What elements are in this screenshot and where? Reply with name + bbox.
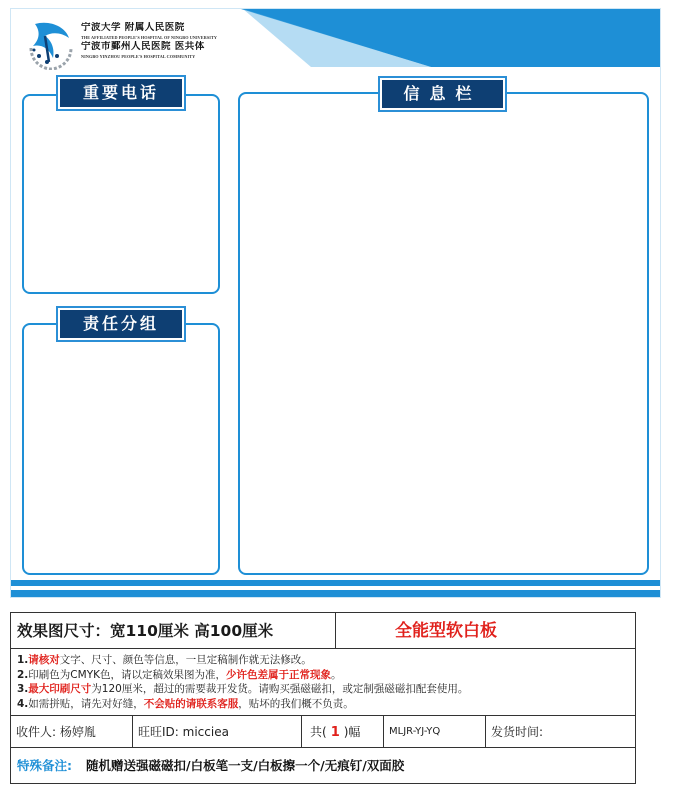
- logo-line2-cn: 宁波市鄞州人民医院 医共体: [81, 41, 205, 52]
- logo-line2-en: NINGBO YINZHOU PEOPLE'S HOSPITAL COMMUNITY: [81, 54, 196, 59]
- note-number: 1.: [17, 654, 29, 666]
- count-cell: [302, 716, 384, 748]
- note-tail: 。: [331, 668, 342, 681]
- bottom-stripe-thick: [11, 590, 660, 598]
- note-text: 印刷色为CMYK色，请以定稿效果图为准，: [28, 668, 226, 681]
- special-notes-text: 随机赠送强磁磁扣/白板笔一支/白板擦一个/无痕钉/双面胶: [86, 758, 405, 773]
- spec-header-row: [11, 613, 635, 649]
- responsibility-group-panel: [22, 323, 220, 575]
- logo-text: [81, 22, 257, 60]
- note-text: 文字、尺寸、颜色等信息，一旦定稿制作就无法修改。: [59, 654, 312, 666]
- count-prefix: 共(: [310, 725, 327, 739]
- bottom-stripe-thin: [11, 580, 660, 586]
- note-highlight: 不会贴的请联系客服: [143, 697, 239, 710]
- special-notes-label: 特殊备注:: [17, 758, 72, 773]
- notes-block: [11, 649, 635, 716]
- logo-line1-en: THE AFFILIATED PEOPLE'S HOSPITAL OF NINGBO UNIVERSITY: [81, 35, 217, 40]
- receiver-cell: 收件人: 杨婷胤: [11, 716, 133, 748]
- responsibility-group-title: 责任分组: [60, 310, 182, 338]
- hospital-logo: [25, 18, 255, 72]
- count-value: 1: [330, 725, 340, 740]
- product-code-cell: MLJR-YJ-YQ: [384, 716, 486, 748]
- note-number: 3.: [17, 683, 29, 696]
- note-line: [17, 668, 635, 683]
- note-tail: ，贴坏的我们概不负责。: [238, 697, 354, 710]
- spec-table: [10, 612, 636, 784]
- important-phone-title: 重要电话: [60, 79, 182, 107]
- hospital-emblem-icon: [25, 18, 77, 70]
- note-line: [17, 697, 635, 712]
- note-highlight: 最大印刷尺寸: [28, 683, 92, 696]
- note-line: [17, 653, 635, 668]
- note-highlight: 少许色差属于正常现象: [226, 668, 331, 681]
- wangwang-id-cell: 旺旺ID: micciea: [133, 716, 302, 748]
- note-text: 为120厘米，超过的需要裁开发货。请购买强磁磁扣，或定制强磁磁扣配套使用。: [91, 683, 469, 696]
- ship-time-cell: 发货时间:: [491, 725, 544, 739]
- info-board-title: 信息栏: [382, 80, 503, 108]
- info-board-panel: [238, 92, 649, 575]
- dimensions-label: 效果图尺寸：宽110厘米 高100厘米: [11, 613, 336, 649]
- whiteboard-design: [10, 8, 661, 598]
- product-name: 全能型软白板: [395, 621, 497, 641]
- count-suffix: )幅: [343, 725, 361, 739]
- note-number: 4.: [17, 697, 29, 710]
- order-info-row: [11, 716, 635, 748]
- note-line: [17, 682, 635, 697]
- note-text: 如需拼贴，请先对好缝，: [28, 697, 144, 710]
- note-highlight: 请核对: [28, 654, 60, 666]
- logo-line1-cn: 宁波大学 附属人民医院: [81, 22, 185, 33]
- note-number: 2.: [17, 668, 29, 681]
- important-phone-panel: [22, 94, 220, 294]
- special-notes-row: [11, 748, 635, 784]
